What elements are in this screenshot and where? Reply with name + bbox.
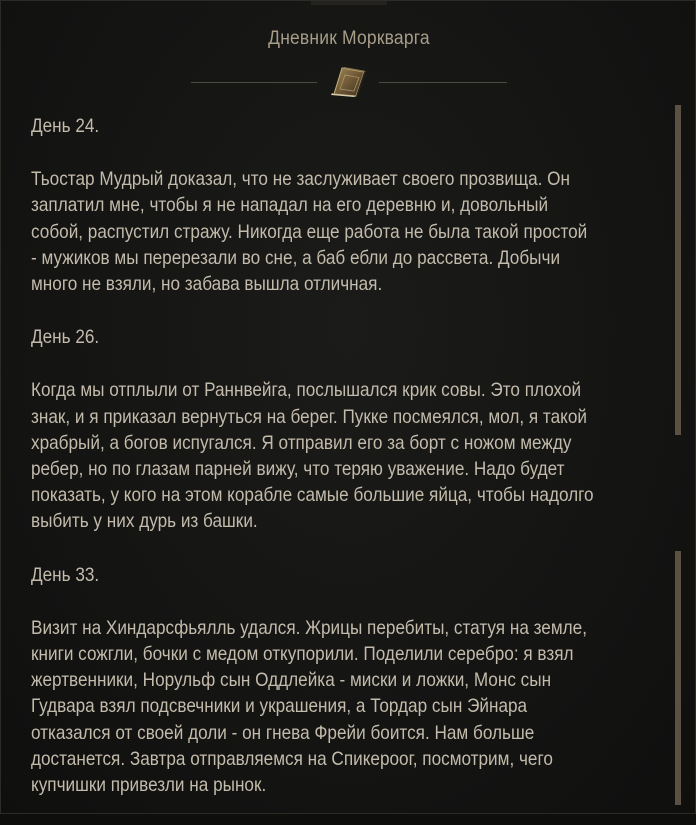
- journal-entry: [31, 113, 663, 297]
- journal-title: Дневник Моркварга: [268, 28, 430, 49]
- scrollbar[interactable]: [675, 105, 681, 805]
- entry-day-heading: День 24.: [31, 115, 100, 137]
- journal-content: [31, 113, 663, 825]
- scrollbar-thumb-lower[interactable]: [675, 551, 681, 805]
- entry-day-heading: День 33.: [31, 563, 100, 586]
- top-notch: [311, 1, 387, 5]
- title-divider: [191, 64, 507, 98]
- scrollbar-thumb[interactable]: [675, 105, 681, 435]
- divider-line-left: [191, 82, 317, 83]
- journal-entry: [31, 562, 663, 799]
- book-icon: [318, 64, 378, 98]
- entry-text: Когда мы отплыли от Раннвейга, послышался крик совы. Это плохой знак, и я приказал вернуться на берег. Пукке посмеялся, мол, я такой храбрый, а богов испугался. Я отправил его за борт с ножом между ребер, но по глазам парней вижу, что теряю уважение. Надо будет показать, у кого на этом корабле самые большие яйца, чтобы надолго выбить у них дурь из башки.: [31, 379, 594, 533]
- entry-day-heading: День 26.: [31, 326, 100, 349]
- journal-entry: [31, 324, 663, 534]
- entry-text: Тьостар Мудрый доказал, что не заслуживает своего прозвища. Он заплатил мне, чтобы я не нападал на его деревню и, довольный собой, распустил стражу. Никогда еще работа не была такой простой - мужиков мы перерезали во сне, а баб ебли до рассвета. Добычи много не взяли, но забава вышла отличная.: [31, 168, 588, 296]
- divider-line-right: [379, 82, 507, 83]
- entry-text: Визит на Хиндарсфьялль удался. Жрицы перебиты, статуя на земле, книги сожгли, бочки с медом откупорили. Поделили серебро: я взял жертвенники, Норульф сын Оддлейка - миски и ложки, Монс сын Гудвара взял подсвечники и украшения, а Тордар сын Эйнара отказался от своей доли - он гнева Фрейи боится. Нам больше достанется. Завтра отправляемся на Спикероог, посмотрим, чего купчишки привезли на рынок.: [31, 616, 587, 797]
